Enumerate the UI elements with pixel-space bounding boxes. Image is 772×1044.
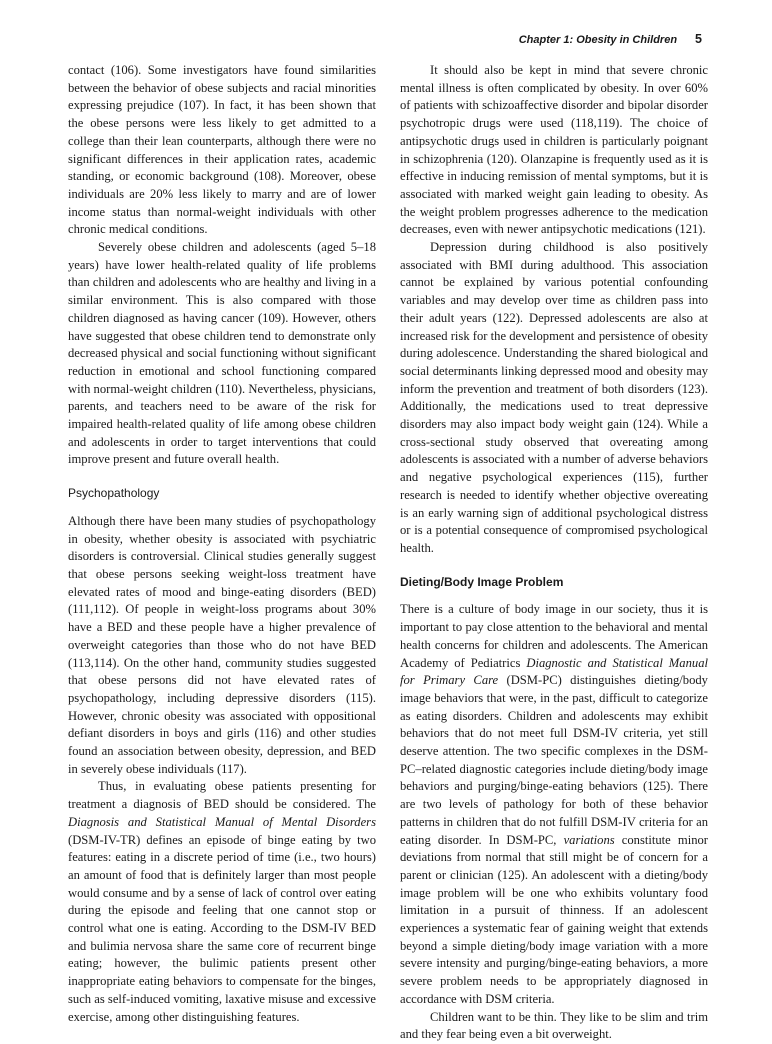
italic-term: variations (563, 832, 615, 847)
paragraph (68, 778, 376, 1026)
italic-title: Diagnostic and Statistical Manual for Primary Care (400, 655, 708, 688)
paragraph: Although there have been many studies of psychopathology in obesity, whether obesity is associated with psychiatric disorders is controversial. Clinical studies generally suggest that obese persons seeking weight-loss treatment have elevated rates of mood and binge-eating disorders (BED) (111,112). Of people in weight-loss programs about 30% have a BED and these people have a higher prevalence of overweight categories than those who do not have BED (113,114). On the other hand, community studies suggested that obese persons did not have elevated rates of psychopathology, including depressive disorders (115). However, chronic obesity was associated with oppositional defiant disorders in boys and girls (116) and other studies found an association between obesity, depression, and BED in severely obese individuals (117). (68, 513, 376, 776)
paragraph: Severely obese children and adolescents (aged 5–18 years) have lower health-related quality of life problems than children and adolescents who are healthy and living in a similar environment. This is also compared with those children diagnosed as having cancer (109). However, others have suggested that obese children tend to demonstrate only decreased physical and social functioning without significant reduction in emotional and school functioning compared with normal-weight children (110). Nevertheless, physicians, parents, and teachers need to be aware of the risk for impaired health-related quality of life among obese children and adolescents in order to target interventions that could improve present and future overall health. (68, 240, 376, 467)
chapter-title: Chapter 1: Obesity in Children (518, 34, 678, 46)
right-column (400, 62, 708, 1044)
paragraph (400, 601, 708, 1008)
section-heading-dieting: Dieting/Body Image Problem (400, 574, 564, 589)
italic-title: Diagnosis and Statistical Manual of Mental Disorders (68, 814, 376, 829)
paragraph: Children want to be thin. They like to be slim and trim and they fear being even a bit overweight. (400, 1009, 708, 1042)
running-head (519, 32, 702, 46)
section-heading-psychopathology: Psychopathology (68, 486, 160, 501)
text-run: (DSM-IV-TR) defines an episode of binge eating by two features: eating in a discrete period of time (i.e., two hours) an amount of food that is definitely larger than most people would consume and by a sense of lack of control over eating during the episode and feeling that one cannot stop or control what one is eating. According to the DSM-IV BED and bulimia nervosa share the same core of recurrent binge eating; however, the bulimic patients present other inappropriate eating behaviors to compensate for the binges, such as self-induced vomiting, laxative misuse and excessive exercise, among other distinguishing features. (68, 832, 376, 1024)
text-run: (DSM-PC) distinguishes dieting/body image behaviors that were, in the past, difficult to categorize as eating disorders. Children and adolescents may exhibit behaviors that do not meet full DSM-IV criteria, yet still deserve attention. The two specific complexes in the DSM-PC–related diagnostic categories include dieting/body image behaviors and purging/binge-eating behaviors (125). There are two levels of pathology for both of these behavior patterns in children that do not fulfill DSM-IV criteria for an eating disorder. In DSM-PC, (400, 673, 708, 847)
left-column (68, 62, 376, 1026)
text-run: There is a culture of body image in our society, thus it is important to pay close attention to the behavioral and mental health concerns for children and adolescents. The American Academy of Pediatrics (400, 602, 708, 670)
paragraph: Depression during childhood is also positively associated with BMI during adulthood. This association cannot be explained by various potential confounding variables and may develop over time as children pass into their adult years (122). Depressed adolescents are also at increased risk for the development and persistence of obesity during adolescence. Understanding the shared biological and social determinants linking depressed mood and obesity may inform the prevention and treatment of both disorders (123). Additionally, the medications used to treat depressive disorders may also impact body weight gain (124). While a cross-sectional study observed that overeating among adolescents is associated with a number of adverse behaviors and negative psychological experiences (115), further research is needed to identify whether objective overeating is an early warning sign of additional psychological distress or is a potential consequence of compromised psychological health. (400, 240, 708, 555)
paragraph: It should also be kept in mind that severe chronic mental illness is often complicated by obesity. In over 60% of patients with schizoaffective disorder and bipolar disorder psychotropic drugs were used (118,119). The choice of antipsychotic drugs used in children is particularly poignant in schizophrenia (120). Olanzapine is frequently used as it is effective in inducing remission of mental symptoms, but it is associated with marked weight gain leading to obesity. As the weight problem progresses adherence to the medication decreases, even with newer antipsychotic medications (121). (400, 63, 708, 237)
text-run: Thus, in evaluating obese patients presenting for treatment a diagnosis of BED should be considered. The (68, 779, 376, 812)
page-number: 5 (695, 32, 702, 46)
text-run: constitute minor deviations from normal that still might be of concern for a parent or clinician (125). An adolescent with a dieting/body image problem will be one who exhibits voluntary food limitation in a pursuit of thinness. If an adolescent experiences a systematic fear of gaining weight that extends beyond a simple dieting/body image variation with a more severe intensity and purging/binge-eating behaviors, a more severe problem needs to be appropriately diagnosed in accordance with DSM criteria. (400, 832, 708, 1006)
paragraph: contact (106). Some investigators have found similarities between the behavior of obese subjects and racial minorities expressing prejudice (107). In fact, it has been shown that the obese persons were less likely to get admitted to a college than their lean counterparts, although there were no significant differences in their application rates, academic standing, or economic background (108). Moreover, obese individuals are 20% less likely to marry and are of lower income status than normal-weight individuals with other chronic medical conditions. (68, 63, 376, 237)
